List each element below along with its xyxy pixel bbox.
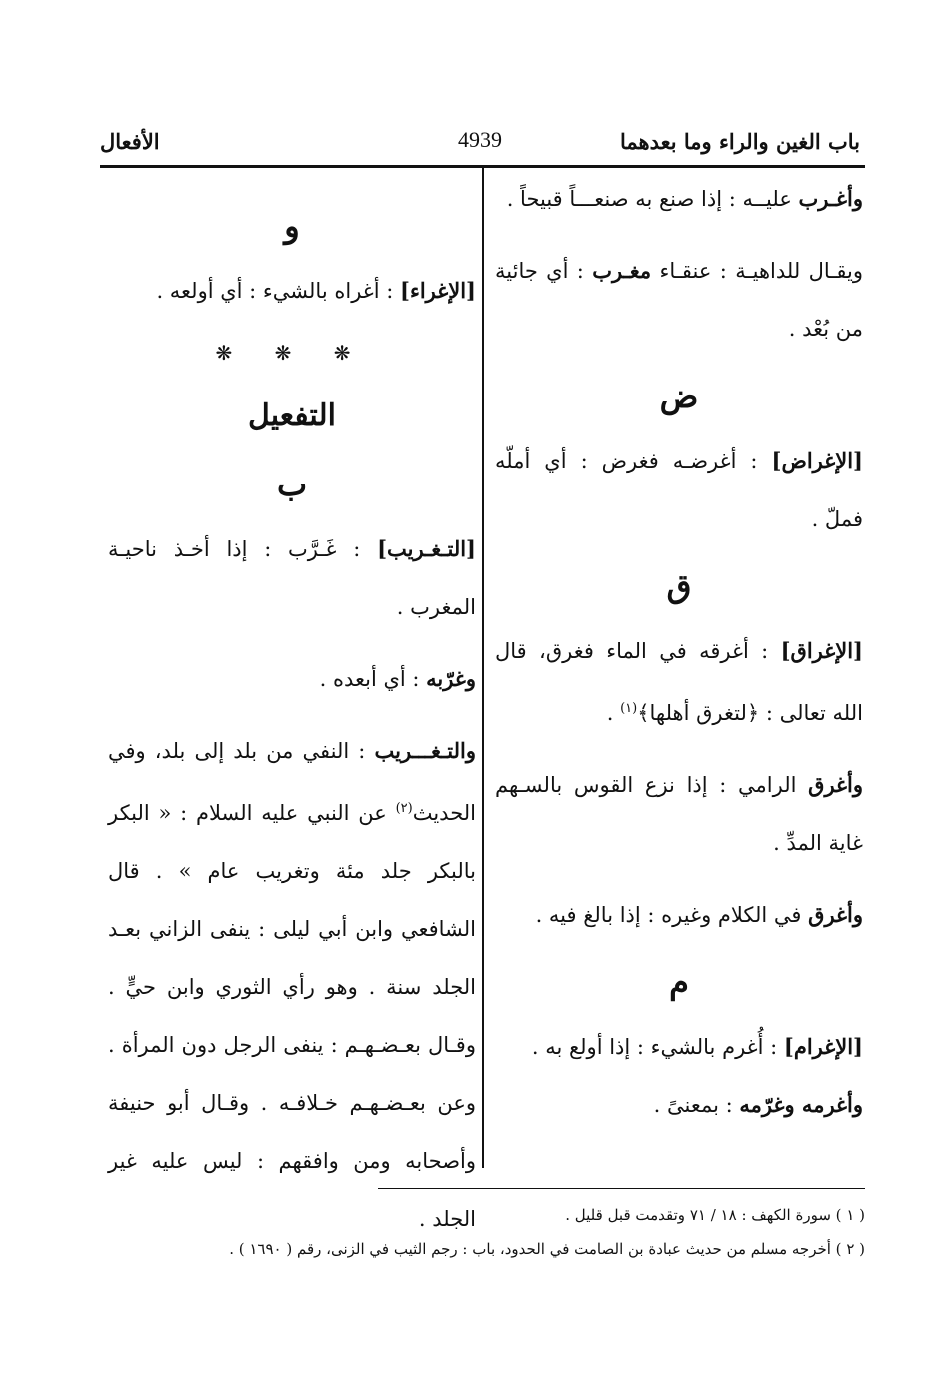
entry-keyword: وأغـرب (798, 186, 863, 211)
entry-ighra (108, 262, 476, 320)
entry-ighram (495, 1018, 863, 1076)
entry-aghraqa-rami (495, 756, 863, 872)
entry-keyword: [الإغراض] (771, 448, 863, 473)
entry-text: ويقـال للداهيـة : عنقـاء (651, 259, 864, 283)
entry-text: : أغرقه في الماء فغرق، قال الله تعالى : ﴿لتغرق أهلها﴾ (495, 639, 863, 725)
entry-text: : أي أبعده . (319, 667, 427, 691)
entry-taghrib-nafy (108, 722, 476, 1248)
entry-keyword: [الإغرام] (783, 1034, 863, 1059)
footnotes (120, 1198, 865, 1266)
entry-text: عن النبي عليه السلام : « البكر بالبكر جلد مئة وتغريب عام » . قال الشافعي وابن أبي ليلى : ينفى الزاني بعـد الجلد سنة . وهو رأي الثوري وابن حيٍّ . وقـال بعـضـهـم : ينفى الرجل دون المرأة . وعن بعـضـهـم خـلافـه . وقـال أبو حنيفة وأصحابه ومن وافقهم : ليس عليه غير الجلد . (108, 801, 476, 1231)
entry-text: : أي جائية من بُعْد . (495, 259, 863, 341)
entry-text: : النفي من بلد إلى بلد، وفي الحديث (108, 739, 476, 825)
letter-heading-qaf: ق (666, 567, 692, 605)
page-number: 4939 (458, 127, 502, 152)
footnote-rule (378, 1188, 865, 1189)
entry-gharrabahu (108, 650, 476, 708)
entry-text: : بمعنىً . (653, 1093, 740, 1117)
entry-mughrib (495, 242, 863, 358)
section-title-tafil: التفعيل (248, 398, 336, 433)
entry-text: في الكلام وغيره : إذا بالغ فيه . (535, 903, 809, 927)
entry-text: : أُغرم بالشيء : إذا أولع به . (531, 1035, 784, 1059)
letter-heading-ba: ب (276, 465, 308, 503)
entry-text: . (606, 701, 621, 725)
entry-keyword: مغـرب (592, 258, 652, 283)
entry-text: : غَـرَّب : إذا أخـذ ناحيـة المغرب . (108, 537, 476, 619)
left-column (108, 198, 476, 1248)
entry-keyword: وأغرق (808, 902, 863, 927)
entry-ighraq (495, 622, 863, 742)
letter-heading-dad: ض (659, 377, 699, 415)
entry-keyword: والتـغـــريب (374, 738, 476, 763)
footnote-2: ( ٢ ) أخرجه مسلم من حديث عبادة بن الصامت في الحدود، باب : رجم الثيب في الزنى، رقم ( ١٦٩٠ ) . (229, 1240, 865, 1258)
entry-ighrad (495, 432, 863, 548)
letter-heading-mim: م (669, 963, 689, 1001)
footnote-ref: (١) (620, 701, 638, 716)
header-section-title: باب الغين والراء وما بعدهما (619, 129, 860, 154)
footnote-ref: (٢) (395, 801, 413, 816)
header-chapter-title: الأفعال (100, 129, 160, 154)
entry-text: عليــه : إذا صنع به صنعـــاً قبيحاً . (506, 187, 799, 211)
entry-text: الرامي : إذا نزع القوس بالسـهم غاية المدِّ . (495, 773, 863, 855)
column-divider (482, 168, 484, 1168)
entry-aghraqa-kalam (495, 886, 863, 944)
entry-keyword: وغرّبه (426, 666, 476, 691)
entry-taghrib (108, 520, 476, 636)
letter-heading-waw: و (284, 207, 300, 245)
running-header (100, 125, 860, 161)
entry-keyword: [الإغراق] (780, 638, 863, 663)
entry-keyword: وأغرق (808, 772, 863, 797)
section-separator-stars: ❋ ❋ ❋ (215, 341, 369, 365)
entry-keyword: [الإغراء] (400, 278, 476, 303)
entry-text: : أغراه بالشيء : أي أولعه . (156, 279, 401, 303)
entry-text: : أغرضـه فغرض : أي أملّه فملّ . (495, 449, 863, 531)
entry-aghramahu (495, 1076, 863, 1134)
entry-keyword: وأغرمه وغرّمه (739, 1092, 863, 1117)
entry-aghraba (495, 170, 863, 228)
footnote-1: ( ١ ) سورة الكهف : ١٨ / ٧١ وتقدمت قبل قليل . (565, 1206, 865, 1224)
right-column (495, 170, 863, 1134)
entry-keyword: [التـغـريب] (377, 536, 476, 561)
